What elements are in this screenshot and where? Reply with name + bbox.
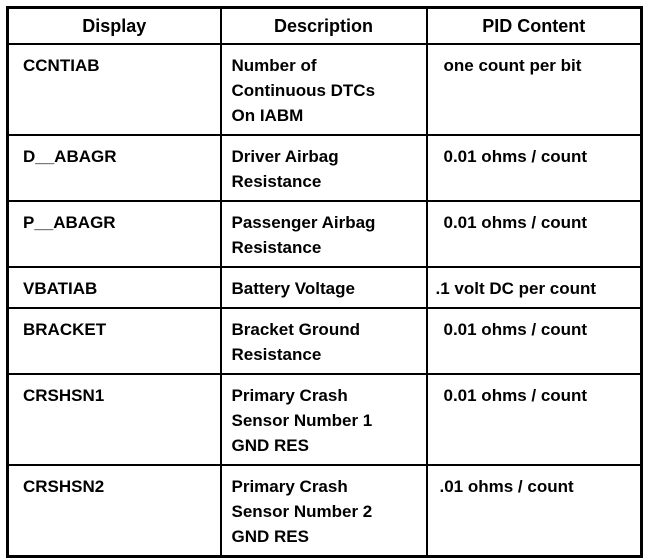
- display-cell: CCNTIAB: [8, 44, 221, 135]
- description-line: GND RES: [231, 436, 309, 455]
- description-cell: [221, 465, 427, 557]
- table-row: [8, 44, 642, 135]
- header-row: [8, 8, 642, 45]
- pid-content-line: 0.01 ohms / count: [443, 386, 588, 405]
- description-line: Continuous DTCs: [231, 81, 376, 100]
- description-line: Resistance: [231, 172, 322, 191]
- table-row: [8, 308, 642, 374]
- description-line: On IABM: [231, 106, 304, 125]
- table-row: [8, 135, 642, 201]
- pid-content-line: 0.01 ohms / count: [443, 147, 588, 166]
- table-row: [8, 374, 642, 465]
- pid-content-cell: [427, 465, 642, 557]
- pid-content-cell: [427, 308, 642, 374]
- display-cell: P__ABAGR: [8, 201, 221, 267]
- display-cell: BRACKET: [8, 308, 221, 374]
- table-row: [8, 267, 642, 308]
- table-header: [8, 8, 642, 45]
- description-cell: [221, 44, 427, 135]
- description-line: GND RES: [231, 527, 309, 546]
- description-line: Primary Crash: [231, 386, 348, 405]
- description-line: Resistance: [231, 345, 322, 364]
- pid-content-line: 0.01 ohms / count: [443, 320, 588, 339]
- pid-content-line: .1 volt DC per count: [435, 279, 597, 298]
- pid-content-line: 0.01 ohms / count: [443, 213, 588, 232]
- header-display: Display: [8, 8, 221, 45]
- table-body: [8, 44, 642, 557]
- header-description: Description: [221, 8, 427, 45]
- description-line: Passenger Airbag: [231, 213, 376, 232]
- pid-content-line: .01 ohms / count: [439, 477, 574, 496]
- header-pid-content: PID Content: [427, 8, 642, 45]
- description-cell: [221, 308, 427, 374]
- display-cell: VBATIAB: [8, 267, 221, 308]
- description-cell: [221, 135, 427, 201]
- pid-content-cell: [427, 267, 642, 308]
- display-cell: D__ABAGR: [8, 135, 221, 201]
- description-line: Sensor Number 1: [231, 411, 373, 430]
- description-line: Bracket Ground: [231, 320, 360, 339]
- description-line: Number of: [231, 56, 317, 75]
- description-cell: [221, 201, 427, 267]
- pid-table: [6, 6, 643, 558]
- pid-content-cell: [427, 44, 642, 135]
- table-row: [8, 465, 642, 557]
- description-cell: [221, 374, 427, 465]
- description-line: Sensor Number 2: [231, 502, 373, 521]
- pid-content-cell: [427, 201, 642, 267]
- description-line: Battery Voltage: [231, 279, 355, 298]
- pid-content-cell: [427, 374, 642, 465]
- display-cell: CRSHSN2: [8, 465, 221, 557]
- pid-content-cell: [427, 135, 642, 201]
- description-line: Resistance: [231, 238, 322, 257]
- display-cell: CRSHSN1: [8, 374, 221, 465]
- table-row: [8, 201, 642, 267]
- description-cell: [221, 267, 427, 308]
- description-line: Driver Airbag: [231, 147, 339, 166]
- description-line: Primary Crash: [231, 477, 348, 496]
- pid-content-line: one count per bit: [443, 56, 582, 75]
